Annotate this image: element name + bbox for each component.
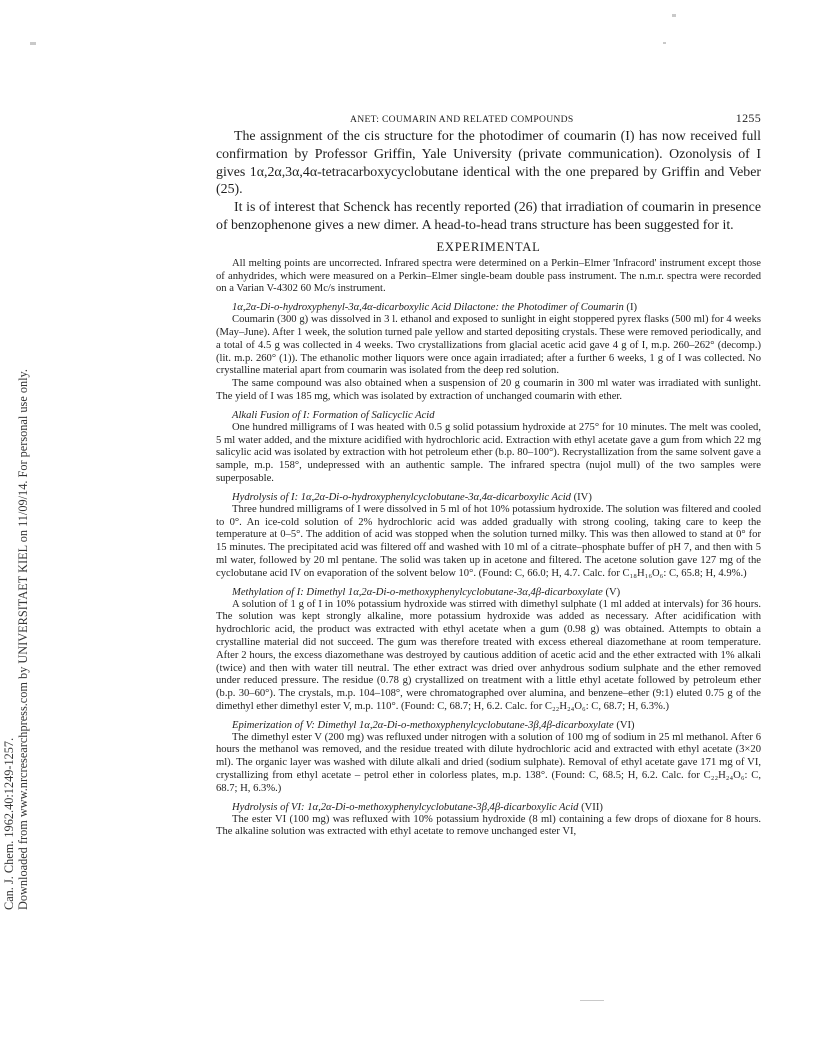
section-epimerization — [216, 719, 761, 796]
citation-line: Can. J. Chem. 1962.40:1249-1257. — [2, 737, 16, 910]
download-notice-line: Downloaded from www.nrcresearchpress.com by UNIVERSITAET KIEL on 11/09/14. For personal use only. — [16, 369, 30, 910]
section-paragraph: One hundred milligrams of I was heated with 0.5 g solid potassium hydroxide at 275° for 10 minutes. The melt was cooled, 5 ml water added, and the mixture acidified with hydrochloric acid. Extraction with ethyl acetate gave a gum from which 22 mg salicylic acid was isolated by extraction with hot petroleum ether (b.p. 80–100°). Recrystallization from the same solvent gave a sample, m.p. 158°, undepressed with an authentic sample. The infrared spectra (nujol mull) of the two samples were superposable. — [216, 421, 761, 484]
intro-text — [216, 128, 761, 235]
section-heading: Hydrolysis of I: 1α,2α-Di-o-hydroxyphenylcyclobutane-3α,4α-dicarboxylic Acid (IV) — [232, 491, 592, 503]
section-paragraph: The ester VI (100 mg) was refluxed with 10% potassium hydroxide (8 ml) containing a few drops of dioxane for 8 hours. The alkaline solution was extracted with ethyl acetate to remove unchanged ester VI, — [216, 813, 761, 838]
section-heading: Alkali Fusion of I: Formation of Salicyclic Acid — [232, 409, 435, 421]
page-header — [216, 110, 761, 128]
section-methylation — [216, 586, 761, 714]
journal-page — [216, 110, 761, 839]
scan-speck — [672, 14, 676, 17]
section-heading: 1α,2α-Di-o-hydroxyphenyl-3α,4α-dicarboxylic Acid Dilactone: the Photodimer of Coumarin (I) — [232, 302, 638, 314]
download-watermark — [0, 80, 30, 910]
section-paragraph: Coumarin (300 g) was dissolved in 3 l. ethanol and exposed to sunlight in eight stoppered pyrex flasks (500 ml) for 4 weeks (May–June). After 1 week, the solution turned pale yellow and started depositing crystals. These were removed periodically, and a total of 4.5 g was collected in 4 weeks. Two crystallizations from glacial acetic acid gave 4 g of I, m.p. 260–262° (decomp.) (lit. m.p. 260° (1)). The ethanolic mother liquors were once again irradiated; after a further 6 weeks, 1 g of I was collected. No crystalline material apart from coumarin was isolated from the deep red solution. — [216, 314, 761, 377]
section-heading: Epimerization of V: Dimethyl 1α,2α-Di-o-methoxyphenylcyclobutane-3β,4β-dicarboxylate (VI) — [232, 719, 635, 731]
experimental-title: EXPERIMENTAL — [436, 239, 541, 254]
section-heading: Methylation of I: Dimethyl 1α,2α-Di-o-methoxyphenylcyclobutane-3α,4β-dicarboxylate (V) — [232, 586, 621, 598]
section-alkali-fusion — [216, 409, 761, 486]
section-paragraph: The same compound was also obtained when a suspension of 20 g coumarin in 300 ml water was irradiated with sunlight. The yield of I was 185 mg, which was isolated by extraction of unchanged coumarin with ether. — [216, 378, 761, 402]
page-number: 1255 — [735, 111, 761, 125]
scan-speck — [30, 42, 36, 45]
intro-paragraph: It is of interest that Schenck has recently reported (26) that irradiation of coumarin in presence of benzophenone gives a new dimer. A head-to-head trans structure has been suggested for it. — [216, 200, 761, 233]
section-photodimer — [216, 301, 761, 404]
section-paragraph: Three hundred milligrams of I were dissolved in 5 ml of hot 10% potassium hydroxide. The solution was filtered and cooled to 0°. An ice-cold solution of 2% hydrochloric acid was added gradually with strong cooling, taking care to keep the temperature at 0–5°. The addition of acid was stopped when the solution turned milky. This was then allowed to stand at 0° for 15 minutes. The precipitated acid was filtered off and washed with 10 ml of a citrate–phosphate buffer of pH 7, and then with 5 ml water, followed by 20 ml pentane. The solid was taken up in acetone and filtered. The acetone solution gave 127 mg of the cyclobutane acid IV on evaporation of the solvent below 10°. (Found: C, 66.0; H, 4.7. Calc. for C₁₈H₁₆O₆: C, 65.8; H, 4.9%.) — [216, 503, 761, 579]
running-title: ANET: COUMARIN AND RELATED COMPOUNDS — [350, 114, 574, 125]
section-paragraph: A solution of 1 g of I in 10% potassium hydroxide was stirred with dimethyl sulphate (1 ml added at intervals) for 36 hours. The solution was kept strongly alkaline, more potassium hydroxide was added as necessary. After acidification with hydrochloric acid, the product was extracted with ethyl acetate when a gum (0.98 g) was obtained. Attempts to obtain a crystalline material did not succeed. The gum was therefore treated with excess ethereal diazomethane at room temperature. After 2 hours, the excess diazomethane was destroyed by cautious addition of acetic acid and the ether extracted with 1% alkali (twice) and then with water till neutral. The ether extract was dried over anhydrous sodium sulphate and the ether removed under reduced pressure. The residue (0.78 g) crystallized on treatment with a little ethyl acetate followed by petroleum ether (b.p. 30–60°). The crystals, m.p. 104–108°, were chromatographed over alumina, and benzene–ether (9:1) eluted 0.75 g of the dimethyl ether dimethyl ester V, m.p. 110°. (Found: C, 68.7; H, 6.2. Calc. for C₂₂H₂₄O₆: C, 68.7; H, 6.3%.) — [216, 598, 761, 712]
section-heading: Hydrolysis of VI: 1α,2α-Di-o-methoxyphenylcyclobutane-3β,4β-dicarboxylic Acid (VII) — [232, 801, 603, 813]
section-hydrolysis-i — [216, 491, 761, 581]
experimental-general-paragraph: All melting points are uncorrected. Infrared spectra were determined on a Perkin–Elmer 'Infracord' instrument except those of anhydrides, which were measured on a Perkin–Elmer single-beam double pass instrument. The n.m.r. spectra were recorded on a Varian V-4302 60 Mc/s instrument. — [216, 257, 761, 295]
intro-paragraph: The assignment of the cis structure for the photodimer of coumarin (I) has now received full confirmation by Professor Griffin, Yale University (private communication). Ozonolysis of I gives 1α,2α,3α,4α-tetracarboxycyclobutane identical with the one prepared by Griffin and Veber (25). — [216, 129, 761, 198]
section-hydrolysis-vi — [216, 801, 761, 840]
scan-speck — [580, 1000, 604, 1001]
scan-speck — [663, 42, 666, 44]
section-paragraph: The dimethyl ester V (200 mg) was refluxed under nitrogen with a solution of 100 mg of sodium in 25 ml methanol. After 6 hours the methanol was removed, and the residue treated with dilute hydrochloric acid and extracted with ethyl acetate (3×20 ml). The organic layer was washed with dilute alkali and dried (sodium sulphate). Removal of ethyl acetate gave 171 mg of VI, crystallizing from ethyl acetate – petrol ether in colorless plates, m.p. 138°. (Found: C, 68.5; H, 6.2. Calc. for C₂₂H₂₄O₆: C, 68.7; H, 6.3%.) — [216, 731, 761, 794]
